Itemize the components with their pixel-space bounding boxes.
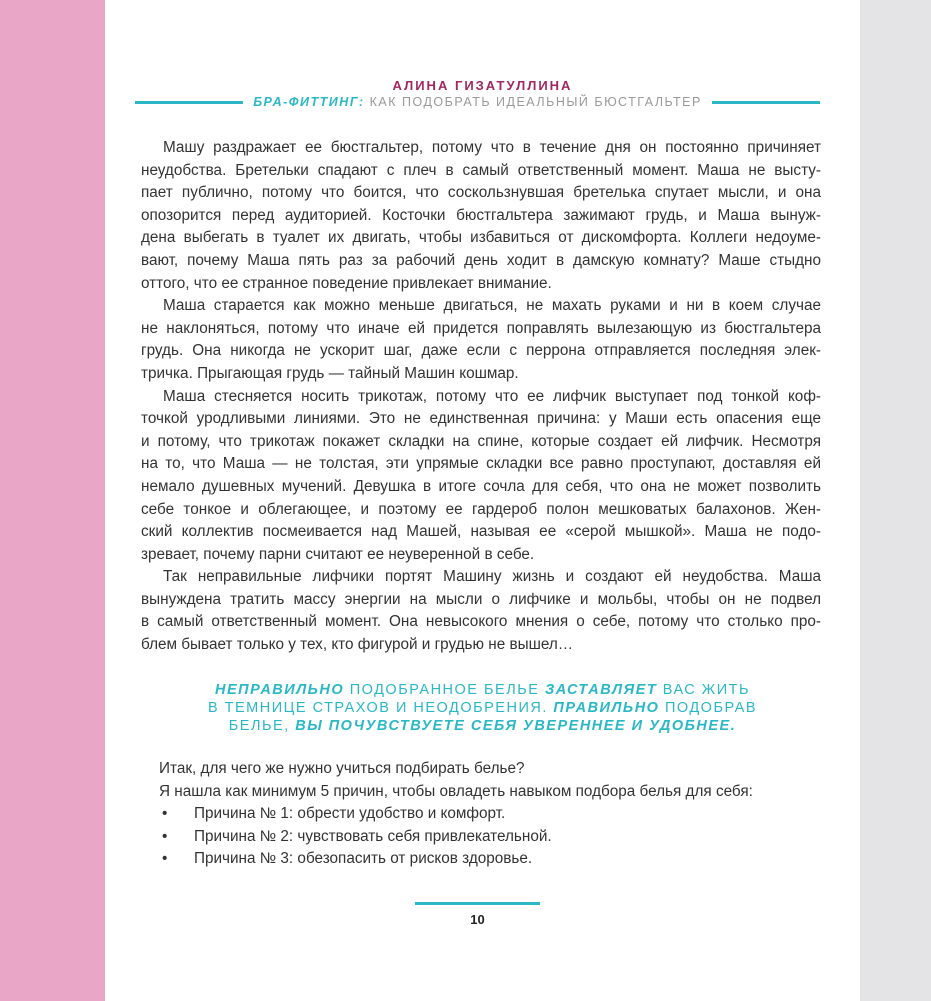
text-line: Так неправильные лифчики портят Машину жизнь и создают ей неудобства. Маша [163,568,821,586]
q: ПРАВИЛЬНО [553,700,660,716]
title-bold: БРА-ФИТТИНГ: [253,95,365,109]
text-line: оттого, что ее странное поведение привлекает внимание. [141,274,552,292]
book-page [105,0,860,1001]
text-line: не наклоняться, потому что иначе ей придется поправлять вылезающую из бюстгальтера [141,319,821,337]
list-item [162,826,753,849]
pull-quote [105,681,860,735]
reasons-intro: Я нашла как минимум 5 причин, чтобы овладеть навыком подбора белья для себя: [159,782,753,800]
list-item [162,848,753,871]
list-item [162,803,753,826]
text-line: Маша старается как можно меньше двигаться, не махать руками и ни в коем случае [163,297,821,315]
book-title [243,95,712,109]
text-line: ский коллектив посмеивается над Машей, называя ее «серой мышкой». Маша не подо- [141,523,821,541]
text-line: Маша стесняется носить трикотаж, потому что ее лифчик выступает под тонкой коф- [163,387,821,405]
title-rest: КАК ПОДОБРАТЬ ИДЕАЛЬНЫЙ БЮСТГАЛЬТЕР [369,95,702,109]
text-line: в самый ответственный момент. Она невысокого мнения о себе, потому что столько про- [141,613,821,631]
running-header [135,95,820,109]
q: НЕПРАВИЛЬНО [215,682,345,698]
question: Итак, для чего же нужно учиться подбирать белье? [159,760,525,777]
text-line: немало душевных мучений. Девушка в итоге сочла для себя, что она не может позволить [141,477,821,495]
item-text: Причина № 2: чувствовать себя привлекательной. [194,827,552,845]
text-line: и потому, что трикотаж покажет складки на спине, которые создает ей лифчик. Несмотря [141,432,821,450]
text-line: Машу раздражает ее бюстгальтер, потому что в течение дня он постоянно причиняет [163,139,821,156]
text-line: пает публично, потому что боится, что соскользнувшая бретелька спутает мысли, и она [141,184,821,202]
q: ПОДОБРАВ [659,700,758,716]
author-name: АЛИНА ГИЗАТУЛЛИНА [392,78,573,93]
pink-margin [0,0,105,1001]
text-line: опозорится перед аудиторией. Косточки бюстгальтера зажимают грудь, и Маша вынуж- [141,206,821,224]
bullet: • [162,805,168,823]
header-rule-left [135,101,243,104]
item-text: Причина № 1: обрести удобство и комфорт. [194,805,506,823]
q: ЗАСТАВЛЯЕТ [544,682,658,698]
text-line: себе тонкое и облегающее, и поэтому ее гардероб полон мешковатых балахонов. Жен- [141,500,821,518]
text-line: зревает, почему парни считают ее неуверенной в себе. [141,545,535,563]
q: БЕЛЬЕ, [228,718,296,734]
text-line: дена выбегать в туалет их двигать, чтобы избавиться от дискомфорта. Коллеги недоуме- [141,229,821,247]
reasons-section [159,758,753,871]
bullet: • [162,827,168,845]
q: ПОДОБРАННОЕ БЕЛЬЕ [344,682,545,698]
header-rule-right [712,101,820,104]
text-line: вынуждена тратить массу энергии на мысли о лифчике и мольбы, чтобы он не подвел [141,590,821,608]
q: ВЫ ПОЧУВСТВУЕТЕ СЕБЯ УВЕРЕННЕЕ И УДОБНЕЕ. [295,718,737,734]
bullet: • [162,850,168,868]
body-text [141,137,821,657]
footer-rule [415,902,540,905]
page-number: 10 [470,912,485,927]
item-text: Причина № 3: обезопасить от рисков здоровье. [194,850,533,868]
text-line: неудобства. Бретельки спадают с плеч в самый ответственный момент. Маша не высту- [141,161,821,179]
q: ВАС ЖИТЬ [657,682,750,698]
text-line: тричка. Прыгающая грудь — тайный Машин кошмар. [141,364,519,382]
text-line: грудь. Она никогда не ускорит шаг, даже если с перрона отправляется последняя элек- [141,342,821,360]
text-line: точкой уродливыми линиями. Это не единственная причина: у Маши есть опасения еще [141,410,821,428]
text-line: вают, почему Маша пять раз за рабочий день ходит в дамскую комнату? Маше стыдно [141,251,821,269]
text-line: на то, что Маша — не толстая, эти упрямые складки все равно проступают, доставляя ей [141,455,821,473]
text-line: блем бывает только у тех, кто фигурой и грудью не вышел… [141,636,574,654]
q: В ТЕМНИЦЕ СТРАХОВ И НЕОДОБРЕНИЯ. [207,700,554,716]
gray-margin [860,0,931,1001]
